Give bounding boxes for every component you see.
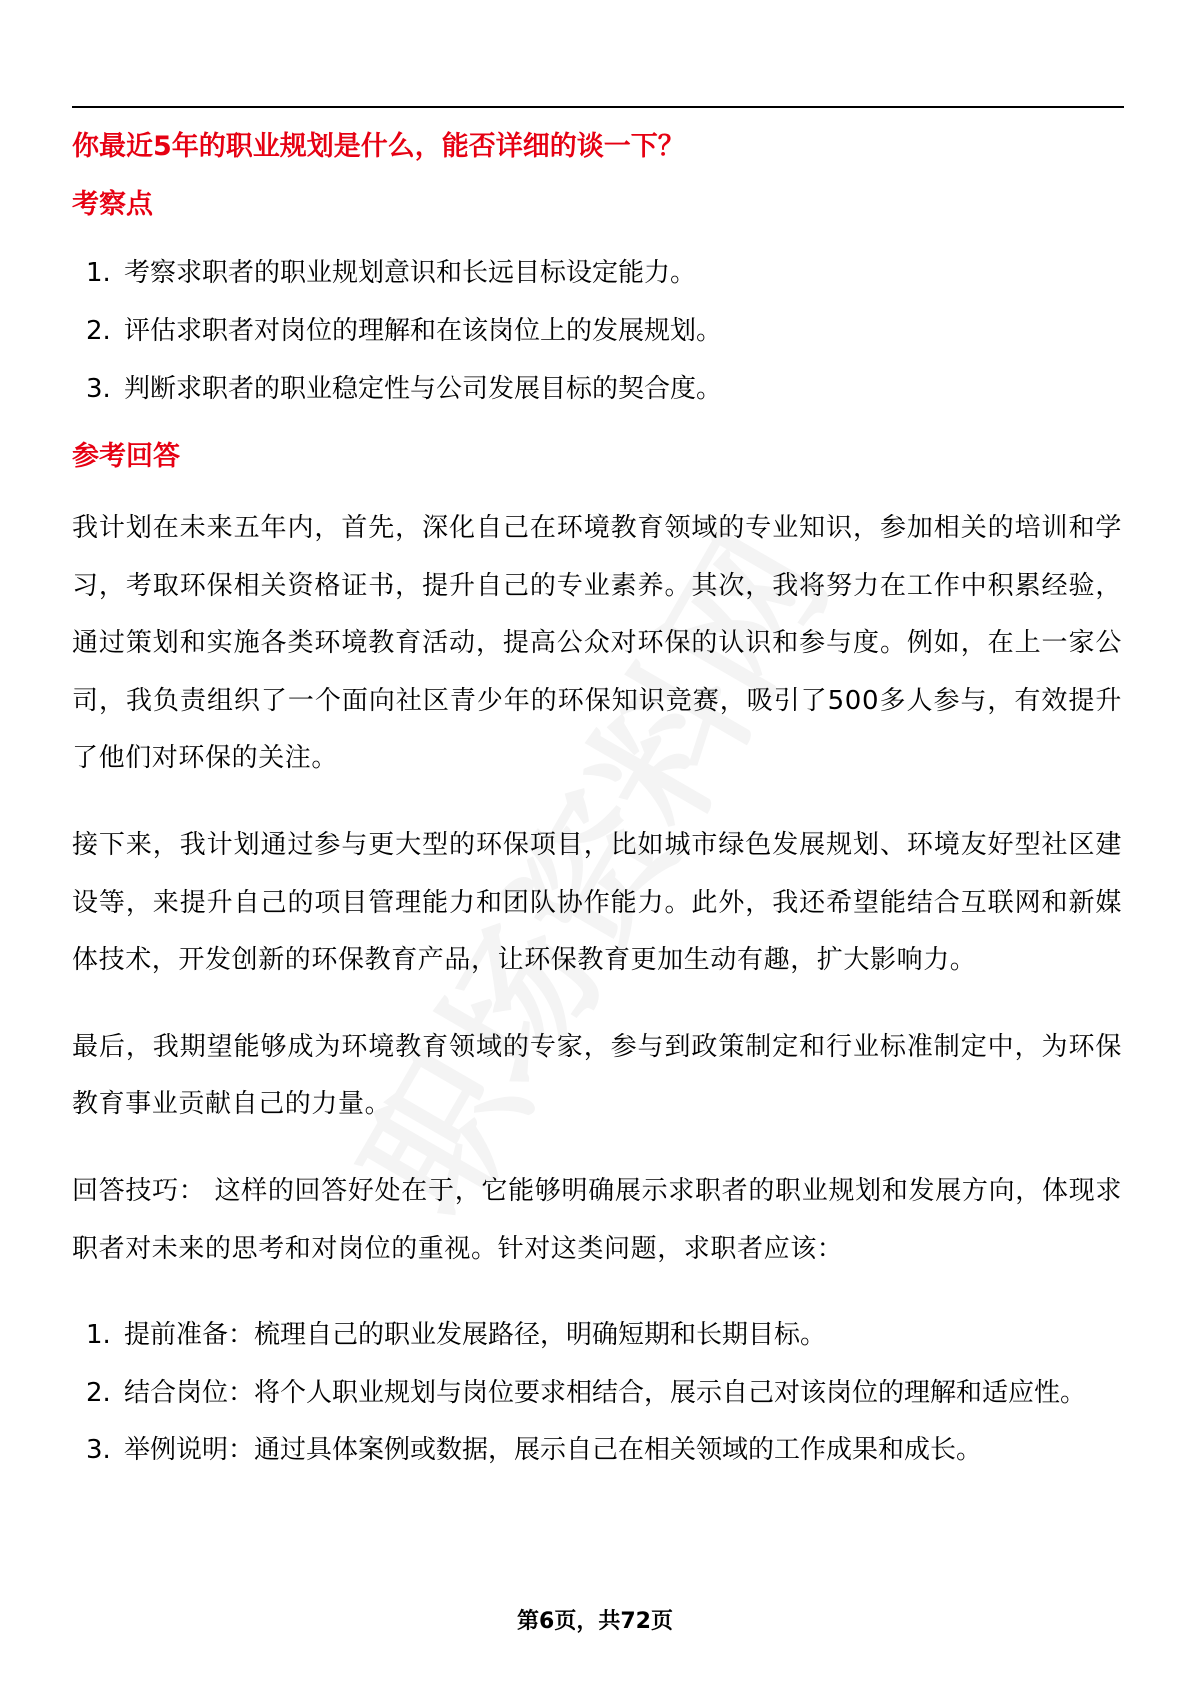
- list-number: 2.: [86, 316, 111, 346]
- question-title: 你最近5年的职业规划是什么，能否详细的谈一下？: [72, 131, 685, 162]
- list-item: [72, 1365, 1122, 1423]
- tips-intro-paragraph: 回答技巧： 这样的回答好处在于，它能够明确展示求职者的职业规划和发展方向，体现求职者对未来的思考和对岗位的重视。针对这类问题，求职者应该：: [72, 1175, 1122, 1264]
- list-text: 评估求职者对岗位的理解和在该岗位上的发展规划。: [124, 316, 723, 346]
- list-text: 结合岗位：将个人职业规划与岗位要求相结合，展示自己对该岗位的理解和适应性。: [124, 1377, 1087, 1408]
- answer-paragraph: 最后，我期望能够成为环境教育领域的专家，参与到政策制定和行业标准制定中，为环保教育事业贡献自己的力量。: [72, 1031, 1122, 1120]
- list-number: 2.: [86, 1377, 111, 1408]
- list-item: [72, 302, 1122, 360]
- top-divider: [72, 106, 1124, 108]
- list-text: 判断求职者的职业稳定性与公司发展目标的契合度。: [124, 374, 723, 404]
- list-text: 考察求职者的职业规划意识和长远目标设定能力。: [124, 258, 697, 288]
- answer-paragraph: 我计划在未来五年内，首先，深化自己在环境教育领域的专业知识，参加相关的培训和学习，考取环保相关资格证书，提升自己的专业素养。其次，我将努力在工作中积累经验，通过策划和实施各类环境教育活动，提高公众对环保的认识和参与度。例如，在上一家公司，我负责组织了一个面向社区青少年的环保知识竞赛，吸引了500多人参与，有效提升了他们对环保的关注。: [72, 513, 1122, 774]
- list-item: [72, 360, 1122, 418]
- reference-heading: 参考回答: [72, 441, 180, 472]
- list-item: [72, 1307, 1122, 1365]
- page-content: [72, 118, 1122, 1480]
- list-number: 3.: [86, 374, 111, 404]
- list-number: 3.: [86, 1435, 111, 1466]
- examination-heading: 考察点: [72, 189, 153, 220]
- answer-paragraph: 接下来，我计划通过参与更大型的环保项目，比如城市绿色发展规划、环境友好型社区建设等，来提升自己的项目管理能力和团队协作能力。此外，我还希望能结合互联网和新媒体技术，开发创新的环保教育产品，让环保教育更加生动有趣，扩大影响力。: [72, 829, 1122, 976]
- examination-list: [72, 244, 1122, 418]
- list-text: 提前准备：梳理自己的职业发展路径，明确短期和长期目标。: [124, 1320, 827, 1351]
- list-item: [72, 244, 1122, 302]
- list-item: [72, 1422, 1122, 1480]
- page-number: 第6页，共72页: [517, 1609, 673, 1634]
- list-text: 举例说明：通过具体案例或数据，展示自己在相关领域的工作成果和成长。: [124, 1435, 983, 1466]
- list-number: 1.: [86, 258, 111, 288]
- tips-list: [72, 1307, 1122, 1480]
- list-number: 1.: [86, 1320, 111, 1351]
